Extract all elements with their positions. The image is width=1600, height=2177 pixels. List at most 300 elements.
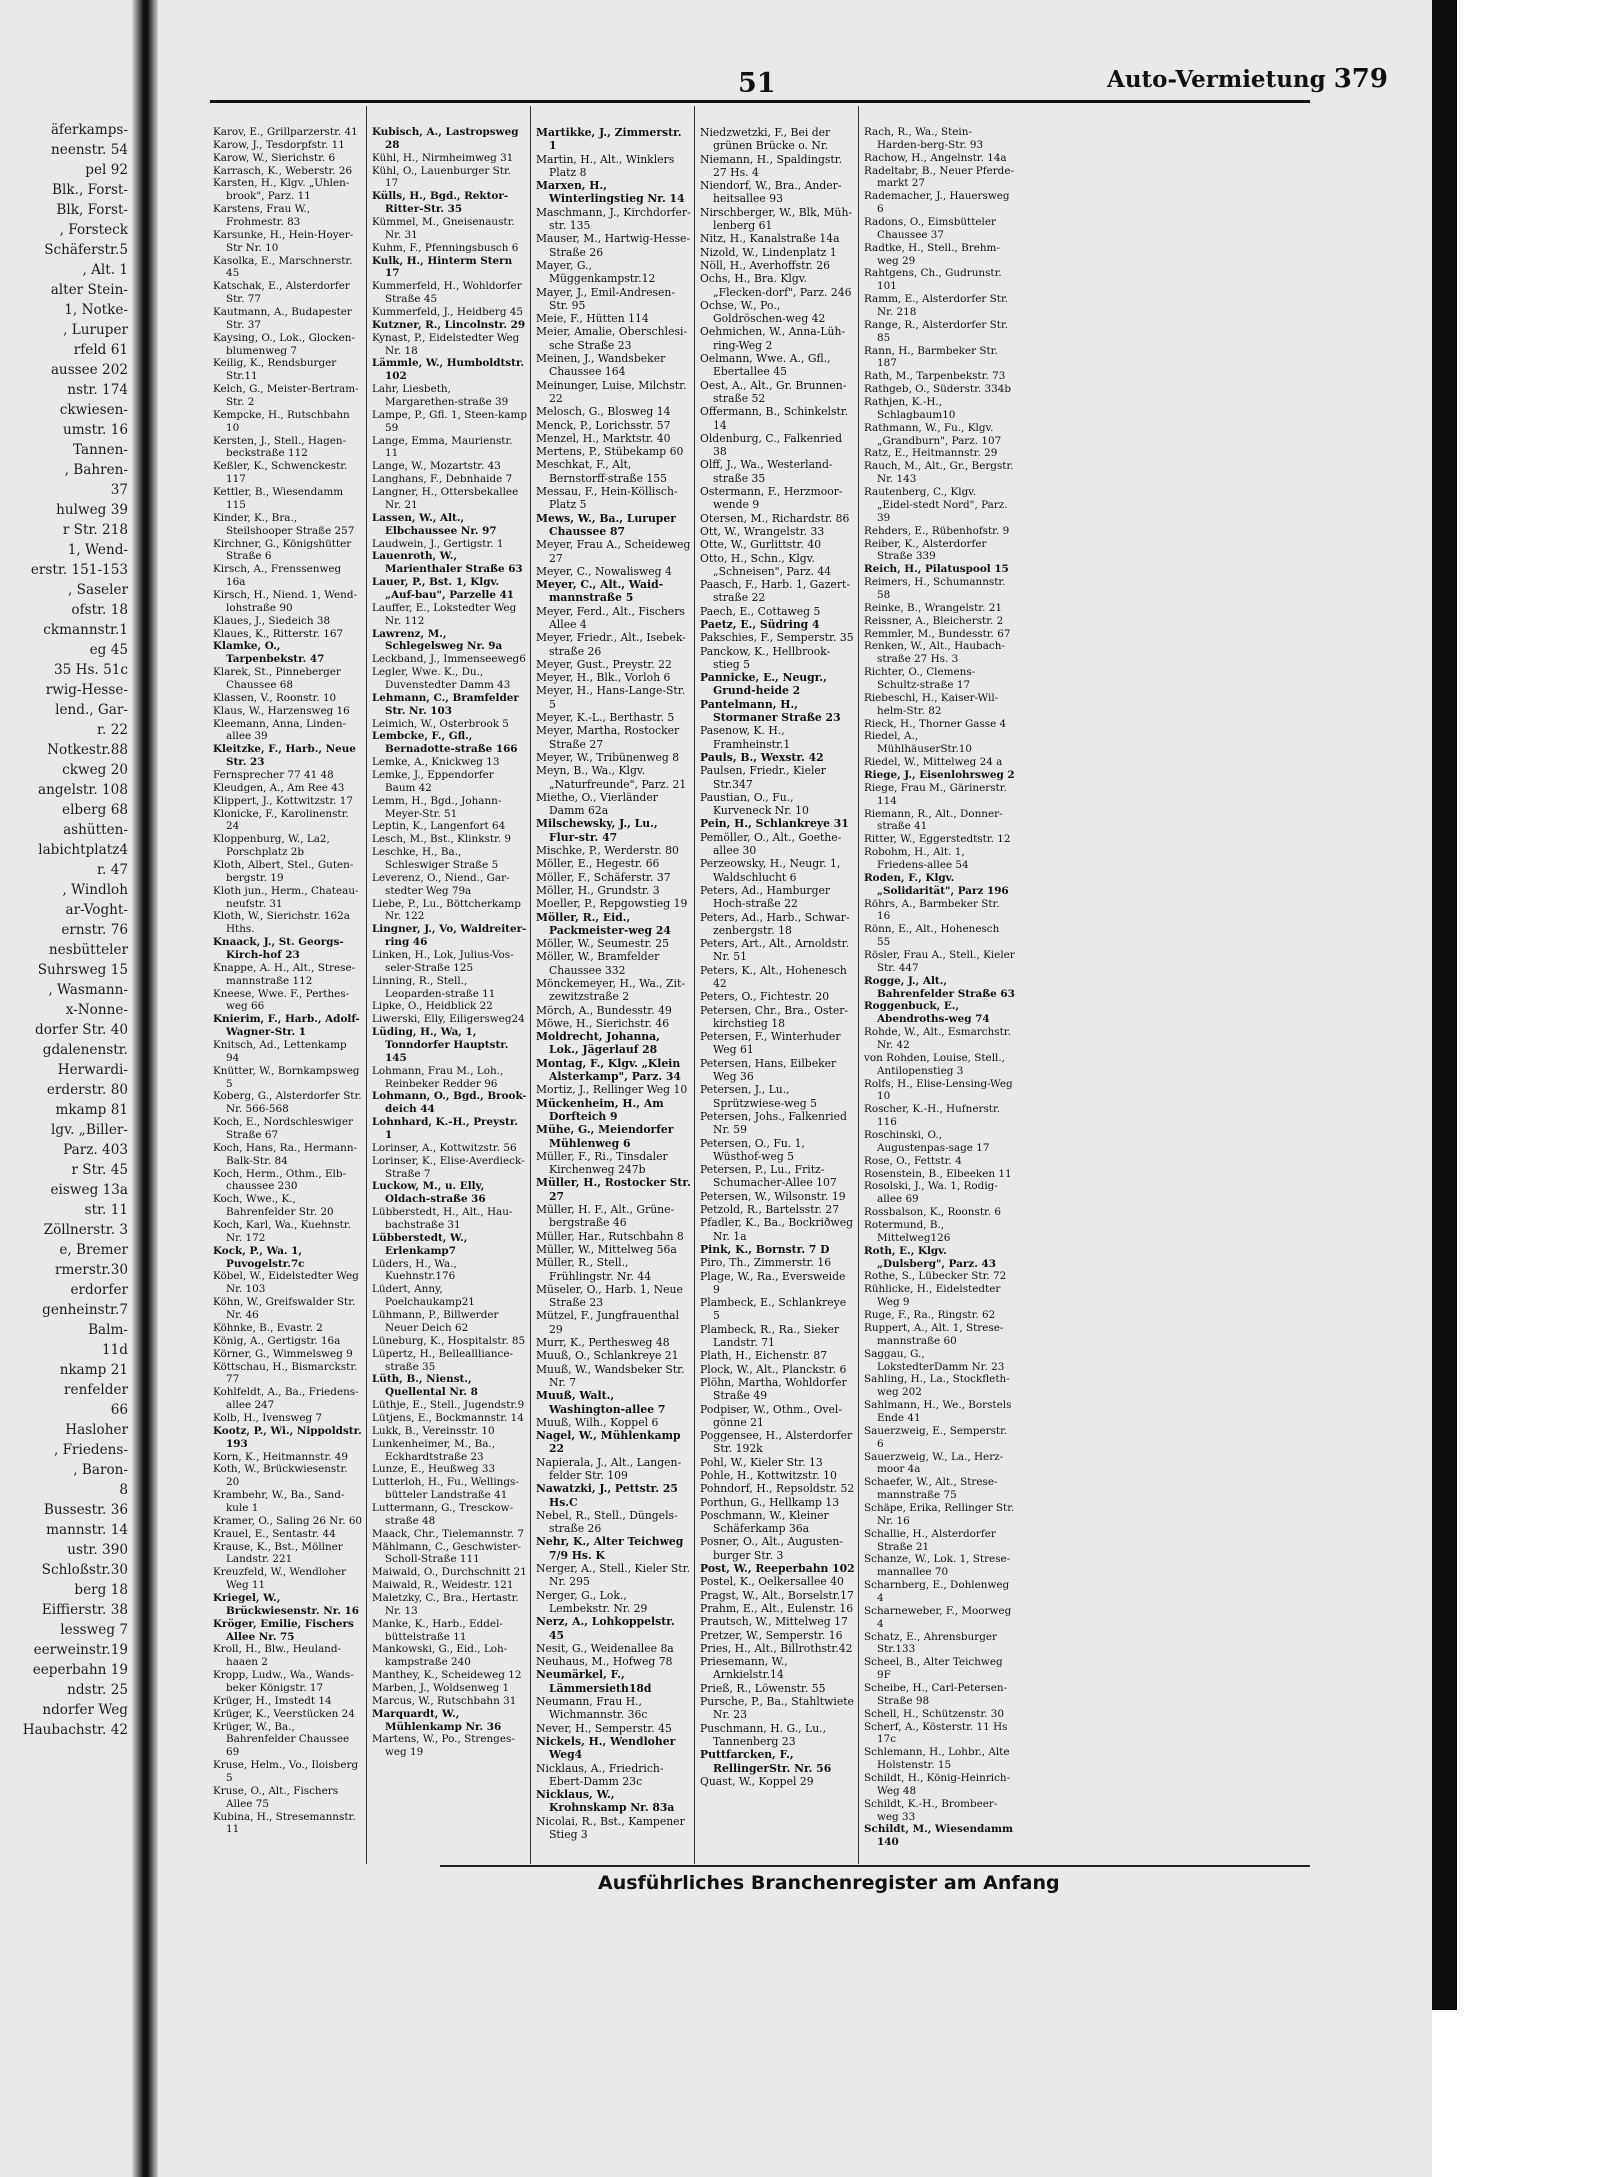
directory-entry: Martikke, J., Zimmerstr. 1: [536, 126, 682, 153]
directory-entry: Messau, F., Hein-Köllisch-Platz 5: [536, 485, 678, 512]
directory-entry: Lüders, H., Wa., Kuehnstr.176: [372, 1257, 457, 1283]
directory-entry: Mörch, A., Bundesstr. 49: [536, 1003, 672, 1017]
directory-entry: Kummerfeld, J., Heidberg 45: [372, 306, 524, 319]
directory-entry: Meyn, B., Wa., Klgv. „Naturfreunde", Parz. 21: [536, 764, 687, 791]
directory-entry: Rehders, E., Rübenhofstr. 9: [864, 524, 1010, 537]
directory-entry: Koch, Hans, Ra., Hermann-Balk-Str. 84: [213, 1141, 358, 1167]
directory-entry: Nirschberger, W., Blk, Müh-lenberg 61: [700, 205, 853, 233]
directory-entry: Liwerski, Elly, Eiligersweg24: [372, 1013, 525, 1026]
directory-entry: Manthey, K., Scheideweg 12: [372, 1669, 522, 1682]
fragment-line: ndorfer Weg: [42, 1702, 128, 1718]
directory-entry: Pasenow, K. H., Framheinstr.1: [700, 724, 791, 751]
directory-entry: Renken, W., Alt., Haubach-straße 27 Hs. 3: [864, 640, 1005, 666]
directory-entry: Scharnberg, E., Dohlenweg 4: [864, 1579, 1010, 1604]
directory-entry: Offermann, B., Schinkelstr. 14: [700, 405, 849, 432]
directory-entry: Schell, H., Schützenstr. 30: [864, 1707, 1004, 1720]
directory-entry: Maletzky, C., Bra., Hertastr. Nr. 13: [372, 1591, 519, 1617]
directory-entry: Rachow, H., Angelnstr. 14a: [864, 151, 1007, 164]
directory-entry: Köttschau, H., Bismarckstr. 77: [213, 1360, 358, 1386]
fragment-line: Suhrsweg 15: [37, 962, 128, 978]
directory-entry: Kettler, B., Wiesendamm 115: [213, 486, 344, 511]
directory-entry: Radeltabr, B., Neuer Pferde-markt 27: [864, 164, 1014, 190]
directory-entry: Piro, Th., Zimmerstr. 16: [700, 1256, 832, 1270]
directory-entry: Niendorf, W., Bra., Ander-heitsallee 93: [700, 179, 842, 206]
fragment-line: , Alt. 1: [82, 262, 128, 278]
directory-entry: Ochs, H., Bra. Klgv. „Flecken-dorf", Parz. 246: [700, 272, 852, 299]
directory-entry: Fernsprecher 77 41 48: [213, 768, 334, 781]
running-head-page: 379: [1333, 64, 1388, 94]
directory-entry: Klippert, J., Kottwitzstr. 17: [213, 794, 353, 807]
directory-entry: Neuhaus, M., Hofweg 78: [536, 1655, 673, 1669]
directory-column: [366, 106, 530, 1864]
fragment-line: neenstr. 54: [51, 142, 128, 158]
directory-entry: Meyer, Gust., Preystr. 22: [536, 657, 672, 671]
fragment-line: Zöllnerstr. 3: [43, 1222, 128, 1238]
directory-entry: Kutzner, R., Lincolnstr. 29: [372, 318, 526, 331]
directory-entry: Peters, Art., Alt., Arnoldstr. Nr. 51: [700, 937, 850, 964]
directory-entry: Mayer, J., Emil-Andresen-Str. 95: [536, 285, 676, 312]
directory-entry: Nizold, W., Lindenplatz 1: [700, 245, 837, 259]
directory-entry: Lemke, J., Eppendorfer Baum 42: [372, 768, 494, 794]
directory-entry: Rann, H., Barmbeker Str. 187: [864, 344, 998, 370]
directory-entry: Möller, F., Schäferstr. 37: [536, 870, 671, 884]
directory-entry: Kootz, P., Wi., Nippoldstr. 193: [213, 1424, 362, 1450]
directory-entry: Lohmann, O., Bgd., Brook-deich 44: [372, 1090, 527, 1116]
directory-entry: Kubina, H., Stresemannstr. 11: [213, 1810, 356, 1836]
directory-entry: Mählmann, C., Geschwister-Scholl-Straße 111: [372, 1540, 522, 1566]
directory-entry: Rathjen, K.-H., Schlagbaum10: [864, 396, 956, 421]
directory-entry: Kock, P., Wa. 1, Puvogelstr.7c: [213, 1244, 305, 1270]
directory-entry: Rosenstein, B., Elbeeken 11: [864, 1167, 1012, 1180]
directory-entry: Nitz, H., Kanalstraße 14a: [700, 232, 840, 246]
directory-entry: Möwe, H., Sierichstr. 46: [536, 1016, 670, 1030]
fragment-line: , Forsteck: [59, 222, 128, 238]
directory-entry: Kühl, O., Lauenburger Str. 17: [372, 164, 512, 190]
directory-entry: Sauerzweig, W., La., Herz-moor 4a: [864, 1450, 1004, 1476]
directory-entry: Leimich, W., Osterbrook 5: [372, 717, 509, 730]
directory-entry: Nebel, R., Stell., Düngels-straße 26: [536, 1508, 678, 1536]
directory-entry: Peters, Ad., Harb., Schwar-zenbergstr. 18: [700, 910, 850, 937]
footer-note: Ausführliches Branchenregister am Anfang: [598, 1872, 1060, 1894]
directory-entry: Moeller, P., Repgowstieg 19: [536, 897, 688, 911]
directory-entry: Knütter, W., Bornkampsweg 5: [213, 1064, 360, 1090]
directory-entry: Klaues, K., Ritterstr. 167: [213, 627, 344, 640]
directory-entry: Koth, W., Brückwiesenstr. 20: [213, 1463, 348, 1489]
fragment-line: renfelder: [64, 1382, 128, 1398]
fragment-line: Bussestr. 36: [43, 1502, 128, 1518]
directory-entry: Oehmichen, W., Anna-Lüh-ring-Weg 2: [700, 325, 846, 352]
directory-entry: Ritter, W., Eggerstedtstr. 12: [864, 833, 1011, 846]
directory-entry: Lampe, P., Gfl. 1, Steen-kamp 59: [372, 408, 527, 434]
scan-edge: [1432, 0, 1457, 2010]
directory-entry: Napierala, J., Alt., Langen-felder Str. 109: [536, 1455, 682, 1482]
directory-entry: Reissner, A., Bleicherstr. 2: [864, 614, 1004, 627]
directory-entry: Pantelmann, H., Stormaner Straße 23: [700, 697, 841, 725]
directory-entry: Kinder, K., Bra., Steilshooper Straße 257: [213, 511, 355, 537]
directory-entry: Kröger, Emilie, Fischers Allee Nr. 75: [213, 1617, 354, 1643]
book-gutter: [132, 0, 158, 2177]
directory-entry: Robohm, H., Alt. 1, Friedens-allee 54: [864, 846, 969, 871]
directory-entry: Kohlfeldt, A., Ba., Friedens-allee 247: [213, 1386, 359, 1412]
directory-entry: Lüthje, E., Stell., Jugendstr.9: [372, 1399, 525, 1412]
directory-entry: Lübberstedt, H., Alt., Hau-bachstraße 31: [372, 1206, 513, 1232]
fragment-line: 37: [110, 482, 128, 498]
directory-entry: Nagel, W., Mühlenkamp 22: [536, 1429, 681, 1456]
directory-entry: Koch, Herm., Othm., Elb-chaussee 230: [213, 1167, 347, 1193]
directory-entry: Rademacher, J., Hauersweg 6: [864, 190, 1010, 216]
header-rule: [210, 100, 1310, 103]
fragment-line: dorfer Str. 40: [35, 1022, 128, 1038]
directory-entry: Poschmann, W., Kleiner Schäferkamp 36a: [700, 1508, 829, 1536]
directory-entry: Petersen, Chr., Bra., Oster-kirchstieg 18: [700, 1003, 849, 1030]
fragment-line: eerweinstr.19: [33, 1642, 128, 1658]
directory-entry: Porthun, G., Hellkamp 13: [700, 1495, 840, 1509]
directory-entry: Mischke, P., Werderstr. 80: [536, 844, 679, 858]
directory-entry: Karrasch, K., Weberstr. 26: [213, 164, 353, 177]
directory-entry: Riege, Frau M., Gärinerstr. 114: [864, 781, 1007, 807]
fragment-line: , Luruper: [63, 322, 128, 338]
fragment-line: erdorfer: [70, 1282, 128, 1298]
directory-entry: Köhnke, B., Evastr. 2: [213, 1321, 323, 1334]
fragment-line: nkamp 21: [59, 1362, 128, 1378]
directory-entry: Otersen, M., Richardstr. 86: [700, 511, 850, 525]
directory-entry: Lemke, A., Knickweg 13: [372, 756, 500, 769]
fragment-line: ndstr. 25: [67, 1682, 128, 1698]
fragment-line: ckwiesen-: [59, 402, 128, 418]
directory-entry: Lämmle, W., Humboldtstr. 102: [372, 357, 525, 383]
directory-entry: Menzel, H., Marktstr. 40: [536, 431, 671, 445]
directory-entry: Kuhm, F., Pfenningsbusch 6: [372, 241, 519, 254]
directory-entry: Köhn, W., Greifswalder Str. Nr. 46: [213, 1296, 356, 1322]
directory-entry: Müller, W., Mittelweg 56a: [536, 1242, 677, 1256]
directory-entry: Rolfs, H., Elise-Lensing-Weg 10: [864, 1077, 1013, 1103]
directory-entry: Petersen, Hans, Eilbeker Weg 36: [700, 1056, 837, 1084]
directory-entry: Lahr, Liesbeth, Margarethen-straße 39: [372, 383, 509, 409]
fragment-line: ckmannstr.1: [43, 622, 128, 638]
directory-entry: Lühmann, P., Billwerder Neuer Deich 62: [372, 1309, 499, 1334]
directory-entry: Rose, O., Fettstr. 4: [864, 1154, 962, 1167]
directory-entry: Kroll, H., Blw., Heuland-haaen 2: [213, 1643, 342, 1669]
directory-entry: Oelmann, Wwe. A., Gfl., Ebertallee 45: [700, 352, 831, 379]
directory-entry: Koch, E., Nordschleswiger Straße 67: [213, 1116, 353, 1142]
directory-entry: Schanze, W., Lok. 1, Strese-mannallee 70: [864, 1553, 1011, 1579]
directory-entry: Schäpe, Erika, Rellinger Str. Nr. 16: [864, 1501, 1015, 1527]
directory-entry: Roschinski, O., Augustenpas-sage 17: [864, 1129, 990, 1154]
directory-entry: Radtke, H., Stell., Brehm-weg 29: [864, 241, 1000, 267]
directory-entry: Plock, W., Alt., Planckstr. 6: [700, 1362, 847, 1376]
directory-entry: Marben, J., Woldsenweg 1: [372, 1681, 510, 1694]
directory-entry: Podpiser, W., Othm., Ovel-gönne 21: [700, 1402, 842, 1429]
directory-entry: Paustian, O., Fu., Kurveneck Nr. 10: [700, 790, 809, 818]
directory-entry: Peters, K., Alt., Hohenesch 42: [700, 963, 847, 990]
directory-entry: Lunkenheimer, M., Ba., Eckhardtstraße 23: [372, 1437, 496, 1463]
directory-entry: Roden, F., Klgv. „Solidarität", Parz 196: [864, 871, 1009, 897]
directory-entry: Müller, R., Stell., Frühlingstr. Nr. 44: [536, 1256, 652, 1283]
directory-entry: Kruse, O., Alt., Fischers Allee 75: [213, 1784, 339, 1810]
fragment-line: r. 47: [97, 862, 128, 878]
fragment-line: nesbütteler: [48, 942, 128, 958]
directory-entry: Perzeowsky, H., Neugr. 1, Waldschlucht 6: [700, 857, 841, 884]
directory-entry: Meyer, C., Nowalisweg 4: [536, 564, 672, 578]
directory-entry: Külls, H., Bgd., Rektor-Ritter-Str. 35: [372, 190, 509, 216]
directory-entry: Koch, Karl, Wa., Kuehnstr. Nr. 172: [213, 1219, 351, 1244]
directory-entry: Lauffer, E., Lokstedter Weg Nr. 112: [372, 601, 517, 627]
fragment-line: 66: [110, 1402, 128, 1418]
directory-entry: Schildt, K.-H., Brombeer-weg 33: [864, 1797, 998, 1823]
directory-entry: Klarek, St., Pinneberger Chaussee 68: [213, 666, 341, 691]
directory-entry: Meyer, Martha, Rostocker Straße 27: [536, 724, 680, 751]
fragment-line: Schloßstr.30: [41, 1562, 128, 1578]
page-number: 51: [738, 68, 776, 99]
directory-entry: Kersten, J., Stell., Hagen-beckstraße 112: [213, 434, 347, 460]
directory-entry: Meier, Amalie, Oberschlesi-sche Straße 23: [536, 325, 688, 352]
directory-entry: Rathmann, W., Fu., Klgv. „Grandburn", Parz. 107: [864, 421, 1002, 447]
directory-entry: Knaack, J., St. Georgs-Kirch-hof 23: [213, 936, 344, 961]
directory-entry: Nehr, K., Alter Teichweg 7/9 Hs. K: [536, 1535, 684, 1562]
directory-entry: Krüger, W., Ba., Bahrenfelder Chaussee 69: [213, 1720, 350, 1759]
directory-entry: Sahlmann, H., We., Borstels Ende 41: [864, 1399, 1012, 1424]
directory-entry: Melosch, G., Blosweg 14: [536, 405, 671, 419]
fragment-line: Tannen-: [72, 442, 128, 458]
fragment-line: r Str. 218: [62, 522, 128, 538]
directory-entry: Lange, W., Mozartstr. 43: [372, 460, 501, 473]
directory-entry: Knappe, A. H., Alt., Strese-mannstraße 112: [213, 961, 356, 987]
directory-entry: Oest, A., Alt., Gr. Brunnen-straße 52: [700, 378, 847, 405]
directory-entry: Petersen, O., Fu. 1, Wüsthof-weg 5: [700, 1136, 805, 1163]
directory-entry: Meyer, W., Tribünenweg 8: [536, 750, 680, 764]
fragment-line: , Windloh: [62, 882, 128, 898]
directory-entry: Möller, E., Hegestr. 66: [536, 857, 660, 871]
directory-entry: Meyer, H., Hans-Lange-Str. 5: [536, 684, 686, 711]
directory-entry: Lüneburg, K., Hospitalstr. 85: [372, 1334, 526, 1347]
running-head-title: Auto-Vermietung: [1106, 66, 1326, 93]
directory-entry: Kloppenburg, W., La2, Porschplatz 2b: [213, 833, 330, 859]
directory-entry: Manke, K., Harb., Eddel-büttelstraße 11: [372, 1617, 503, 1643]
directory-entry: Reich, H., Pilatuspool 15: [864, 563, 1009, 576]
directory-entry: Schlemann, H., Lohbr., Alte Holstenstr. 15: [864, 1746, 1010, 1772]
directory-column: [530, 106, 694, 1864]
directory-entry: Mews, W., Ba., Luruper Chaussee 87: [536, 511, 676, 538]
directory-entry: Meyer, H., Blk., Vorloh 6: [536, 671, 671, 685]
directory-entry: Puschmann, H. G., Lu., Tannenberg 23: [700, 1721, 827, 1748]
directory-entry: Meyer, Friedr., Alt., Isebek-straße 26: [536, 631, 686, 658]
directory-entry: Pein, H., Schlankreye 31: [700, 817, 849, 831]
directory-entry: Marquardt, W., Mühlenkamp Nr. 36: [372, 1707, 502, 1733]
directory-entry: Lingner, J., Vo, Waldreiter-ring 46: [372, 923, 527, 949]
directory-entry: Nawatzki, J., Pettstr. 25 Hs.C: [536, 1482, 678, 1509]
directory-entry: Priesemann, W., Arnkielstr.14: [700, 1655, 788, 1682]
directory-entry: Kynast, P., Eidelstedter Weg Nr. 18: [372, 331, 520, 357]
directory-entry: Pries, H., Alt., Billrothstr.42: [700, 1641, 853, 1655]
directory-entry: Lütjens, E., Bockmannstr. 14: [372, 1411, 524, 1424]
fragment-line: ustr. 390: [67, 1542, 128, 1558]
directory-entry: Kriegel, W., Brückwiesenstr. Nr. 16: [213, 1591, 359, 1617]
fragment-line: , Wasmann-: [48, 982, 128, 998]
directory-entry: Paetz, E., Südring 4: [700, 617, 820, 631]
directory-column: [208, 106, 366, 1864]
directory-entry: Kempcke, H., Rutschbahn 10: [213, 408, 350, 434]
directory-entry: Pink, K., Bornstr. 7 D: [700, 1242, 830, 1256]
fragment-line: r. 22: [97, 722, 128, 738]
directory-entry: Muuß, W., Wandsbeker Str. Nr. 7: [536, 1362, 685, 1389]
footer-rule: [440, 1865, 1310, 1867]
directory-entry: Müller, H. F., Alt., Grüne-bergstraße 46: [536, 1203, 675, 1230]
directory-entry: Lauenroth, W., Marienthaler Straße 63: [372, 550, 523, 576]
directory-entry: Plambeck, E., Schlankreye 5: [700, 1296, 847, 1323]
fragment-line: rwig-Hesse-: [45, 682, 128, 698]
directory-entry: Lüth, B., Nienst., Quellental Nr. 8: [372, 1373, 478, 1399]
directory-entry: Quast, W., Koppel 29: [700, 1774, 814, 1788]
directory-entry: Lohnhard, K.-H., Preystr. 1: [372, 1116, 518, 1142]
directory-entry: Koch, Wwe., K., Bahrenfelder Str. 20: [213, 1193, 334, 1219]
directory-entry: Mayer, G., Müggenkampstr.12: [536, 258, 656, 286]
directory-entry: Luttermann, G., Tresckow-straße 48: [372, 1501, 514, 1527]
directory-entry: Rossbalson, K., Roonstr. 6: [864, 1206, 1002, 1219]
directory-entry: Krause, K., Bst., Möllner Landstr. 221: [213, 1540, 343, 1566]
directory-entry: Keilig, K., Rendsburger Str.11: [213, 357, 337, 383]
directory-entry: Petzold, R., Bartelsstr. 27: [700, 1203, 840, 1217]
directory-entry: Rauch, M., Alt., Gr., Bergstr. Nr. 143: [864, 460, 1014, 486]
directory-entry: Lüdert, Anny, Poelchaukamp21: [372, 1283, 475, 1309]
fragment-line: , Saseler: [68, 582, 128, 598]
directory-entry: Scharneweber, F., Moorweg 4: [864, 1604, 1012, 1630]
directory-entry: Riebeschl, H., Kaiser-Wil-helm-Str. 82: [864, 691, 999, 717]
directory-entry: Kruse, Helm., Vo., Iloisberg 5: [213, 1759, 359, 1784]
directory-entry: Plage, W., Ra., Eversweide 9: [700, 1269, 846, 1296]
directory-entry: Rach, R., Wa., Stein-Harden-berg-Str. 93: [864, 126, 984, 151]
directory-entry: Kirsch, H., Niend. 1, Wend-lohstraße 90: [213, 588, 358, 614]
directory-entry: Panckow, K., Hellbrook-stieg 5: [700, 644, 831, 671]
directory-entry: Möller, W., Bramfelder Chaussee 332: [536, 950, 660, 977]
directory-entry: Lutterloh, H., Fu., Wellings-bütteler Landstraße 41: [372, 1476, 519, 1502]
fragment-line: angelstr. 108: [38, 782, 128, 798]
directory-entry: Schatz, E., Ahrensburger Str.133: [864, 1630, 997, 1656]
directory-entry: Mützel, F., Jungfrauenthal 29: [536, 1309, 680, 1336]
directory-entry: Peters, Ad., Hamburger Hoch-straße 22: [700, 883, 831, 911]
directory-entry: Richter, O., Clemens-Schultz-straße 17: [864, 666, 976, 691]
directory-entry: Nesit, G., Weidenallee 8a: [536, 1641, 674, 1655]
directory-entry: Klaues, J., Siedeich 38: [213, 614, 331, 627]
directory-entry: Röhrs, A., Barmbeker Str. 16: [864, 897, 1000, 923]
fragment-line: ernstr. 76: [61, 922, 128, 938]
directory-entry: Kasolka, E., Marschnerstr. 45: [213, 254, 353, 280]
directory-entry: Petersen, J., Lu., Sprützwiese-weg 5: [700, 1083, 817, 1110]
directory-entry: Laudwein, J., Gertigstr. 1: [372, 537, 504, 550]
directory-entry: Krüger, H., Imstedt 14: [213, 1694, 332, 1707]
directory-entry: Reimers, H., Schumannstr. 58: [864, 576, 1006, 601]
directory-entry: Sauerzweig, E., Semperstr. 6: [864, 1424, 1008, 1450]
fragment-line: lgv. „Biller-: [51, 1122, 128, 1138]
directory-entry: Post, W., Reeperbahn 102: [700, 1562, 855, 1576]
directory-entry: Langner, H., Ottersbekallee Nr. 21: [372, 486, 519, 511]
directory-entry: Olff, J., Wa., Westerland-straße 35: [700, 458, 833, 485]
directory-entry: Nöll, H., Averhoffstr. 26: [700, 258, 831, 272]
directory-entry: Sahling, H., La., Stockfleth-weg 202: [864, 1373, 1010, 1399]
fragment-line: eisweg 13a: [50, 1182, 128, 1198]
directory-entry: Peters, O., Fichtestr. 20: [700, 990, 830, 1004]
directory-entry: Marxen, H., Winterlingstieg Nr. 14: [536, 179, 685, 206]
directory-entry: Pakschies, F., Semperstr. 35: [700, 631, 854, 645]
directory-entry: Meinen, J., Wandsbeker Chaussee 164: [536, 352, 666, 379]
directory-entry: Nerger, A., Stell., Kieler Str. Nr. 295: [536, 1562, 691, 1589]
directory-entry: Maiwald, R., Weidestr. 121: [372, 1579, 514, 1592]
directory-entry: Pfadler, K., Ba., Bockriðweg Nr. 1a: [700, 1216, 854, 1243]
directory-entry: Kloth, Albert, Stel., Guten-bergstr. 19: [213, 858, 354, 884]
directory-entry: Niedzwetzki, F., Bei der grünen Brücke o. Nr.: [700, 126, 831, 153]
fragment-line: e, Bremer: [59, 1242, 128, 1258]
directory-entry: Müller, H., Rostocker Str. 27: [536, 1176, 691, 1203]
directory-entry: Pragst, W., Alt., Borselstr.17: [700, 1588, 854, 1602]
fragment-line: x-Nonne-: [65, 1002, 128, 1018]
directory-entry: Meyer, C., Alt., Waid-mannstraße 5: [536, 578, 664, 605]
directory-entry: Müseler, O., Harb. 1, Neue Straße 23: [536, 1282, 683, 1310]
directory-entry: Kühl, H., Nirmheimweg 31: [372, 151, 514, 164]
fragment-line: lend., Gar-: [55, 702, 128, 718]
directory-entry: Posner, O., Alt., Augusten-burger Str. 3: [700, 1535, 843, 1562]
directory-entry: Nerger, G., Lok., Lembekstr. Nr. 29: [536, 1588, 648, 1615]
directory-entry: Mühe, G., Meiendorfer Mühlenweg 6: [536, 1123, 674, 1150]
directory-entry: von Rohden, Louise, Stell., Antilopenstieg 3: [864, 1051, 1005, 1077]
directory-entry: Neumann, Frau H., Wichmannstr. 36c: [536, 1695, 648, 1722]
fragment-line: eeperbahn 19: [32, 1662, 128, 1678]
directory-entry: Katschak, E., Alsterdorfer Str. 77: [213, 280, 350, 306]
directory-entry: Moldrecht, Johanna, Lok., Jägerlauf 28: [536, 1030, 660, 1057]
directory-entry: Mertens, P., Stübekamp 60: [536, 445, 684, 459]
directory-entry: Lunze, E., Heußweg 33: [372, 1463, 496, 1476]
directory-entry: Lawrenz, M., Schlegelsweg Nr. 9a: [372, 627, 503, 653]
directory-entry: Petersen, F., Winterhuder Weg 61: [700, 1030, 841, 1057]
directory-entry: Leschke, H., Ba., Schleswiger Straße 5: [372, 846, 499, 871]
directory-entry: Mückenheim, H., Am Dorfteich 9: [536, 1096, 664, 1123]
directory-entry: Nicklaus, W., Krohnskamp Nr. 83a: [536, 1788, 675, 1815]
fragment-line: Notkestr.88: [47, 742, 128, 758]
fragment-line: berg 18: [74, 1582, 128, 1598]
fragment-line: Parz. 403: [63, 1142, 128, 1158]
fragment-line: erderstr. 80: [46, 1082, 128, 1098]
directory-entry: Schaefer, W., Alt., Strese-mannstraße 75: [864, 1476, 998, 1502]
directory-entry: Prieß, R., Löwenstr. 55: [700, 1681, 826, 1695]
fragment-line: ar-Voght-: [65, 902, 128, 918]
directory-entry: Legler, Wwe. K., Du., Duvenstedter Damm 43: [372, 666, 511, 691]
directory-entry: Kleemann, Anna, Linden-allee 39: [213, 717, 347, 743]
directory-entry: Postel, K., Oelkersallee 40: [700, 1575, 844, 1589]
directory-entry: Rösler, Frau A., Stell., Kieler Str. 447: [864, 949, 1015, 974]
fragment-line: erstr. 151-153: [30, 562, 128, 578]
directory-entry: Leckband, J., Immenseeweg6: [372, 653, 526, 666]
directory-entry: Nicolai, R., Bst., Kampener Stieg 3: [536, 1814, 685, 1841]
directory-entry: Lange, Emma, Maurienstr. 11: [372, 434, 513, 460]
directory-entry: Rotermund, B., Mittelweg126: [864, 1219, 951, 1244]
directory-entry: Riedel, A., MühlhäuserStr.10: [864, 730, 973, 756]
directory-entry: Pursche, P., Ba., Stahltwiete Nr. 23: [700, 1695, 854, 1722]
directory-entry: Rathgeb, O., Süderstr. 334b: [864, 383, 1011, 396]
directory-entry: Ruppert, A., Alt. 1, Strese-mannstraße 60: [864, 1321, 1004, 1347]
directory-entry: Menck, P., Lorichsstr. 57: [536, 418, 671, 432]
directory-entry: König, A., Gertigstr. 16a: [213, 1334, 341, 1347]
fragment-line: Schäferstr.5: [44, 242, 128, 258]
directory-entry: Lüding, H., Wa, 1, Tonndorfer Hauptstr. 145: [372, 1026, 509, 1064]
directory-entry: Pohndorf, H., Repsoldstr. 52: [700, 1482, 855, 1496]
fragment-line: mkamp 81: [55, 1102, 128, 1118]
directory-entry: Rahtgens, Ch., Gudrunstr. 101: [864, 267, 1002, 293]
directory-entry: Reinke, B., Wrangelstr. 21: [864, 601, 1002, 614]
directory-entry: Karstens, Frau W., Frohmestr. 83: [213, 203, 311, 229]
directory-entry: Roth, E., Klgv. „Dulsberg", Parz. 43: [864, 1244, 996, 1270]
directory-entry: Lipke, O., Heidblick 22: [372, 1000, 493, 1013]
directory-entry: Nicklaus, A., Friedrich-Ebert-Damm 23c: [536, 1761, 664, 1788]
directory-entry: Karow, J., Tesdorpfstr. 11: [213, 138, 345, 151]
directory-entry: Kirchner, G., Königshütter Straße 6: [213, 537, 352, 563]
